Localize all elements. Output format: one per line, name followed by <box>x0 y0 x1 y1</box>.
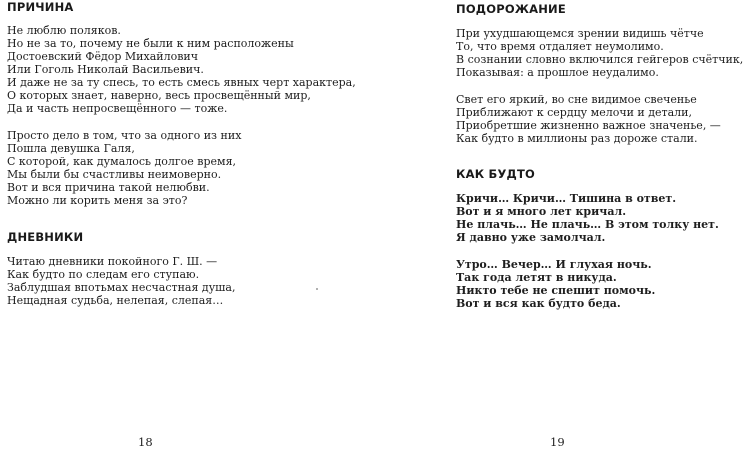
stanza <box>456 93 743 145</box>
poem-line: Я давно уже замолчал. <box>456 231 606 244</box>
stanza <box>7 24 356 115</box>
poem-line: Просто дело в том, что за одного из них <box>7 129 242 142</box>
poem-line: Пошла девушка Галя, <box>7 142 135 155</box>
poem-line: С которой, как думалось долгое время, <box>7 155 237 168</box>
paper-speck <box>316 288 318 290</box>
poem-title: ДНЕВНИКИ <box>7 230 84 244</box>
poem-line: Никто тебе не спешит помочь. <box>456 284 656 297</box>
poem-line: Вот и вся как будто беда. <box>456 297 621 310</box>
poem-line: Вот и я много лет кричал. <box>456 205 627 218</box>
poem-line: Не люблю поляков. <box>7 24 121 37</box>
poem-line: Но не за то, почему не были к ним расположены <box>7 37 294 50</box>
poem-line: Можно ли корить меня за это? <box>7 194 188 207</box>
poem-line: И даже не за ту спесь, то есть смесь явных черт характера, <box>7 76 356 89</box>
poem-prichina <box>7 0 356 221</box>
stanza <box>456 27 743 79</box>
poem-line: Приближают к сердцу мелочи и детали, <box>456 106 692 119</box>
poem-line: Читаю дневники покойного Г. Ш. — <box>7 255 218 268</box>
poem-title: ПРИЧИНА <box>7 0 74 14</box>
poem-line: Или Гоголь Николай Васильевич. <box>7 63 204 76</box>
stanza <box>7 129 356 207</box>
poem-podorozhanie <box>456 2 743 159</box>
right-page <box>356 0 743 451</box>
poem-line: Как будто в миллионы раз дороже стали. <box>456 132 698 145</box>
poem-line: Утро… Вечер… И глухая ночь. <box>456 258 652 271</box>
poem-line: Нещадная судьба, нелепая, слепая… <box>7 294 224 307</box>
stanza <box>456 192 719 244</box>
stanza <box>456 258 719 310</box>
poem-line: Показывая: а прошлое неудалимо. <box>456 66 659 79</box>
poem-line: Вот и вся причина такой нелюбви. <box>7 181 210 194</box>
poem-line: Приобретшие жизненно важное значенье, — <box>456 119 721 132</box>
poem-line: Как будто по следам его ступаю. <box>7 268 200 281</box>
poem-line: Не плачь… Не плачь… В этом толку нет. <box>456 218 719 231</box>
poem-line: Мы были бы счастливы неимоверно. <box>7 168 222 181</box>
poem-line: В сознании словно включился гейгеров счётчик, <box>456 53 743 66</box>
poem-title: ПОДОРОЖАНИЕ <box>456 2 566 16</box>
poem-line: Да и часть непросвещённого — тоже. <box>7 102 228 115</box>
poem-line: Достоевский Фёдор Михайлович <box>7 50 199 63</box>
stanza <box>7 255 235 307</box>
poem-line: Заблудшая впотьмах несчастная душа, <box>7 281 236 294</box>
left-page <box>0 0 356 451</box>
poem-line: Так года летят в никуда. <box>456 271 617 284</box>
poem-kak-budto <box>456 167 719 324</box>
page-number: 19 <box>550 435 565 449</box>
page-number: 18 <box>138 435 153 449</box>
poem-line: О которых знает, наверно, весь просвещённый мир, <box>7 89 311 102</box>
poem-title: КАК БУДТО <box>456 167 535 181</box>
poem-line: При ухудшающемся зрении видишь чётче <box>456 27 704 40</box>
poem-line: Свет его яркий, во сне видимое свеченье <box>456 93 697 106</box>
poem-dnevniki <box>7 230 235 321</box>
poem-line: То, что время отдаляет неумолимо. <box>456 40 664 53</box>
poem-line: Кричи… Кричи… Тишина в ответ. <box>456 192 677 205</box>
